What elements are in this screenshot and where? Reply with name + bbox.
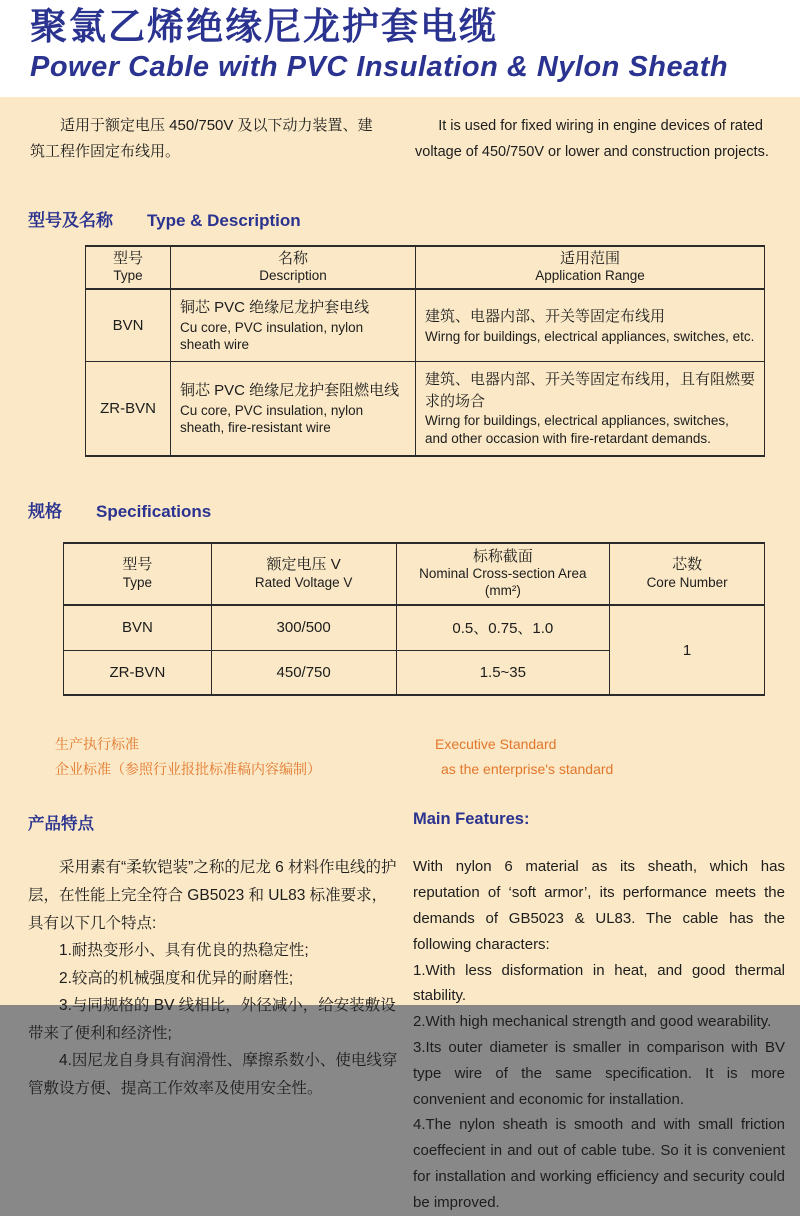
header-cell-core-number: 芯数 Core Number <box>610 543 765 606</box>
cell-type: ZR-BVN <box>64 650 212 695</box>
section-heading-english: Type & Description <box>147 210 301 230</box>
intro-paragraph-chinese: 适用于额定电压 450/750V 及以下动力装置、建筑工程作固定布线用。 <box>30 117 373 161</box>
cell-voltage: 450/750 <box>211 650 396 695</box>
features-heading-chinese: 产品特点 <box>28 815 94 834</box>
cell-core-number: 1 <box>610 605 765 695</box>
standards-line: 生产执行标准 <box>55 736 139 753</box>
page-header <box>0 0 800 97</box>
cell-type: ZR-BVN <box>86 361 171 455</box>
feature-item: 2.较高的机械强度和优异的耐磨性; <box>59 969 294 987</box>
feature-item: 1.With less disformation in heat, and good thermal stability. <box>413 961 785 1005</box>
header-cell-rated-voltage: 额定电压 V Rated Voltage V <box>211 543 396 606</box>
cell-area: 0.5、0.75、1.0 <box>396 605 610 650</box>
header-cell-description: 名称 Description <box>171 246 416 290</box>
section-heading-chinese: 规格 <box>28 501 62 521</box>
cell-type: BVN <box>86 289 171 361</box>
table-row-bvn <box>86 289 765 361</box>
standards-line: 企业标准（参照行业报批标准稿内容编制） <box>55 761 321 778</box>
cell-description: 铜芯 PVC 绝缘尼龙护套电线 Cu core, PVC insulation, nylon sheath wire <box>171 289 416 361</box>
header-cell-type: 型号 Type <box>86 246 171 290</box>
specifications-table <box>63 542 765 697</box>
cell-application-range: 建筑、电器内部、开关等固定布线用，且有阻燃要求的场合 Wirng for buildings, electrical appliances, switches, and other occasion with fire-retardant demands. <box>416 361 765 455</box>
features-chinese <box>28 854 400 1215</box>
standards-line: as the enterprise's standard <box>441 761 614 778</box>
standards-line: Executive Standard <box>435 736 557 753</box>
cell-description: 铜芯 PVC 绝缘尼龙护套阻燃电线 Cu core, PVC insulation, nylon sheath, fire-resistant wire <box>171 361 416 455</box>
type-description-table <box>85 245 765 457</box>
intro-paragraph-english: It is used for fixed wiring in engine devices of rated voltage of 450/750V or lower and construction projects. <box>415 118 769 161</box>
section-heading-type-description <box>28 206 800 231</box>
section-heading-english: Specifications <box>96 501 212 521</box>
table-header-row <box>86 246 765 290</box>
intro-section <box>0 97 800 166</box>
header-cell-cross-section: 标称截面 Nominal Cross-section Area (mm²) <box>396 543 610 606</box>
page-title-english: Power Cable with PVC Insulation & Nylon Sheath <box>30 50 729 83</box>
table-row-zr-bvn <box>86 361 765 455</box>
feature-item: 4.因尼龙自身具有润滑性、摩擦系数小、使电线穿管敷设方便、提高工作效率及使用安全性。 <box>28 1052 398 1098</box>
page-title-chinese: 聚氯乙烯绝缘尼龙护套电缆 <box>30 6 498 47</box>
feature-item: 2.With high mechanical strength and good wearability. <box>413 1013 772 1031</box>
feature-item: 1.耐热变形小、具有优良的热稳定性; <box>59 942 309 960</box>
cell-application-range: 建筑、电器内部、开关等固定布线用 Wirng for buildings, electrical appliances, switches, etc. <box>416 289 765 361</box>
standards-chinese <box>55 732 385 782</box>
feature-item: 3.Its outer diameter is smaller in comparison with BV type wire of the same specification. It is more convenient and economic for installation. <box>413 1039 785 1108</box>
section-heading-specifications <box>28 497 800 522</box>
feature-intro-english: With nylon 6 material as its sheath, which has reputation of ‘soft armor’, its performance meets the demands of GB5023 & UL83. The cable has the following characters: <box>413 858 785 953</box>
header-cell-application-range: 适用范围 Application Range <box>416 246 765 290</box>
cell-type: BVN <box>64 605 212 650</box>
features-english <box>413 854 785 1215</box>
standards-note <box>55 732 800 782</box>
table-header-row <box>64 543 765 606</box>
section-heading-chinese: 型号及名称 <box>28 210 113 230</box>
standards-english <box>435 732 613 782</box>
features-body <box>0 834 800 1215</box>
features-headings <box>0 810 800 834</box>
feature-intro-chinese: 采用素有“柔软铠装”之称的尼龙 6 材料作电线的护层，在性能上完全符合 GB5023 和 UL83 标准要求，具有以下几个特点: <box>28 859 397 932</box>
feature-item: 3.与同规格的 BV 线相比，外径减小，给安装敷设带来了便利和经济性; <box>28 997 396 1042</box>
table-row-bvn <box>64 605 765 650</box>
features-heading-english: Main Features: <box>413 810 530 829</box>
cell-area: 1.5~35 <box>396 650 610 695</box>
feature-item: 4.The nylon sheath is smooth and with small friction coeffecient in and out of cable tube. So it is convenient for installation and working efficiency and security could be improved. <box>413 1116 785 1211</box>
header-cell-type: 型号 Type <box>64 543 212 606</box>
cell-voltage: 300/500 <box>211 605 396 650</box>
